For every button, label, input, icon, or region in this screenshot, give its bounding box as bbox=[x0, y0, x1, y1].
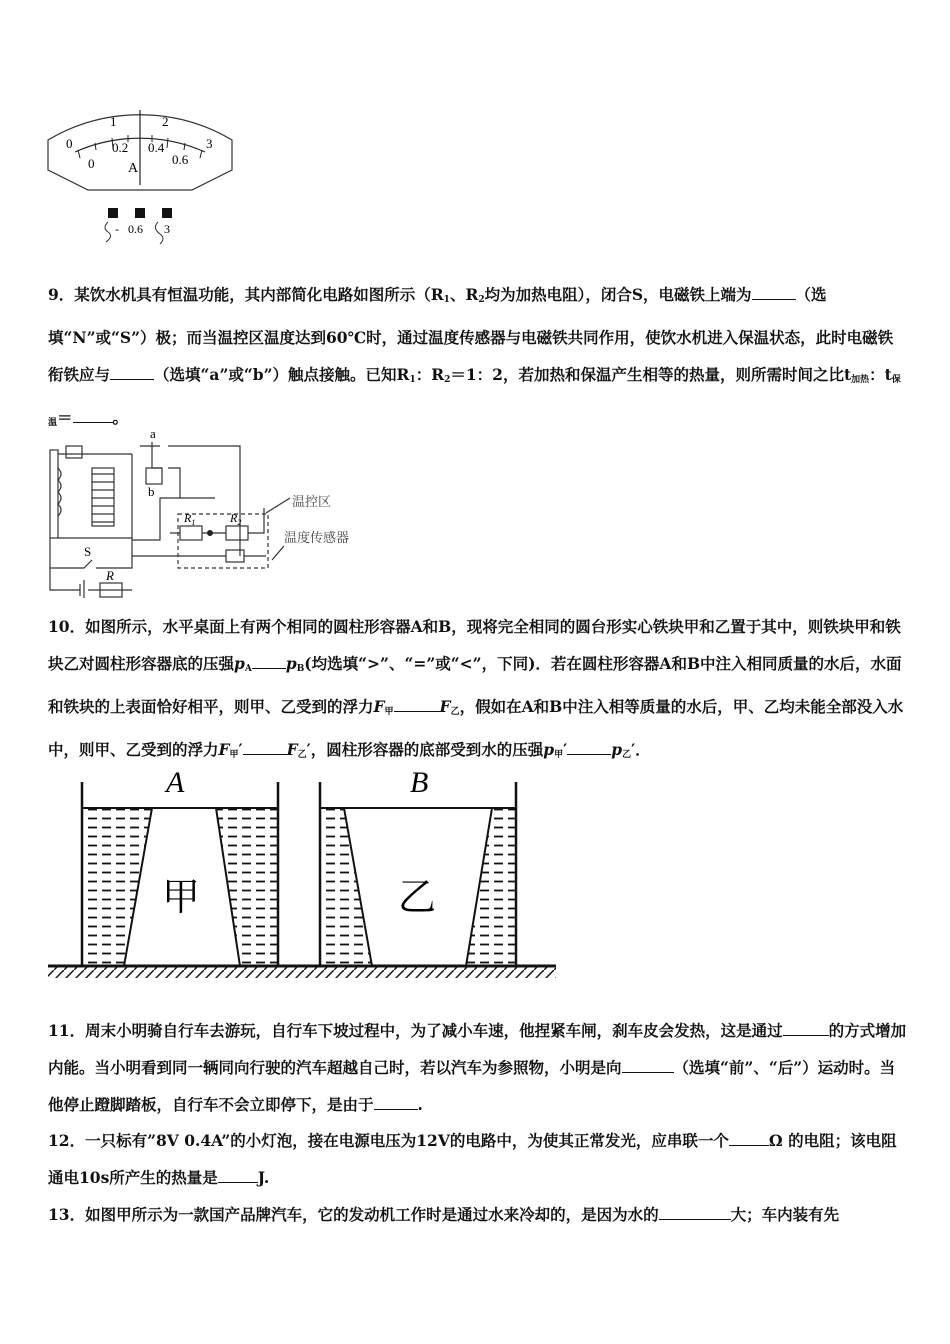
terminal-06: 0.6 bbox=[128, 222, 143, 236]
answer-blank[interactable] bbox=[622, 1056, 674, 1073]
scale-top-1: 1 bbox=[110, 114, 117, 129]
ammeter-figure bbox=[40, 100, 240, 250]
answer-blank[interactable] bbox=[243, 738, 287, 755]
block-yi-label: 乙 bbox=[398, 875, 437, 919]
answer-blank[interactable] bbox=[752, 283, 796, 300]
answer-blank[interactable] bbox=[110, 363, 154, 380]
scale-top-3: 3 bbox=[206, 136, 213, 151]
question-9: 9．某饮水机具有恒温功能，其内部简化电路如图所示（$R_1$、$R_2$均为加热电阻），闭合S，电磁铁上端为 （选填“N”或“S”）极；而当温控区温度达到60℃时，通过温度传感器与电磁铁共同作用，使饮水机进入保温状态，此时电磁铁衔铁应与 （选填“a”或“b”）触点接触。已知$R_1$：$R_2=1$：2，若加热和保温产生相等的热量，则所需时间之比$t_{加热}$：$t_{保温}=$ 。 bbox=[48, 285, 901, 428]
answer-blank[interactable] bbox=[252, 652, 286, 669]
scale-bottom-2: 0.4 bbox=[148, 140, 165, 155]
question-10: 10．如图所示，水平桌面上有两个相同的圆柱形容器A和B，现将完全相同的圆台形实心铁块甲和乙置于其中，则铁块甲和铁块乙对圆柱形容器底的压强$p_A$ $p_B$(均选填“>”、“=”或“<”，下同)．若在圆柱形容器A和B中注入相同质量的水后，水面和铁块的上表面恰好相平，则甲、乙受到的浮力$F_甲$ $F_乙$，假如在A和B中注入相等质量的水后，甲、乙均未能全部没入水中，则甲、乙受到的浮力$F_甲'$ $F_乙'$，圆柱形容器的底部受到水的压强$p_甲'$ $p_乙'$． bbox=[48, 617, 904, 760]
label-r2: $R_2$ bbox=[230, 511, 242, 527]
label-a: a bbox=[150, 428, 156, 441]
containers-figure bbox=[44, 760, 564, 990]
scale-top-0: 0 bbox=[66, 136, 73, 151]
answer-blank[interactable] bbox=[659, 1203, 731, 1220]
ammeter-unit: A bbox=[128, 161, 139, 176]
label-sensor: 温度传感器 bbox=[284, 531, 350, 546]
answer-blank[interactable] bbox=[218, 1166, 258, 1183]
block-jia-label: 甲 bbox=[162, 875, 201, 919]
answer-blank[interactable] bbox=[73, 406, 113, 423]
question-11: 11．周末小明骑自行车去游玩，自行车下坡过程中，为了减小车速，他捏紧车闸，刹车皮会发热，这是通过 的方式增加内能。当小明看到同一辆同向行驶的汽车超越自己时，若以汽车为参照物，小明是向 （选填“前”、“后”）运动时。当他停止蹬脚踏板，自行车不会立即停下，是由于 . bbox=[48, 1021, 907, 1114]
scale-bottom-0: 0 bbox=[88, 156, 95, 171]
question-13: 13．如图甲所示为一款国产品牌汽车，它的发动机工作时是通过水来冷却的，是因为水的 大；车内装有先 bbox=[48, 1205, 840, 1224]
scale-bottom-1: 0.2 bbox=[112, 140, 129, 155]
label-zone: 温控区 bbox=[292, 495, 332, 510]
label-s: S bbox=[84, 544, 92, 559]
label-b: b bbox=[148, 484, 155, 499]
answer-blank[interactable] bbox=[783, 1019, 829, 1036]
terminal-3: 3 bbox=[164, 222, 170, 236]
answer-blank[interactable] bbox=[729, 1129, 769, 1146]
question-12: 12．一只标有”8V 0.4A”的小灯泡，接在电源电压为12V的电路中，为使其正常发光，应串联一个 Ω 的电阻；该电阻通电10s所产生的热量是 J. bbox=[48, 1131, 897, 1187]
scale-top-2: 2 bbox=[162, 114, 169, 129]
container-b-label: B bbox=[410, 766, 429, 799]
terminal-neg: - bbox=[115, 222, 119, 236]
label-r: R bbox=[106, 568, 114, 583]
scale-bottom-3: 0.6 bbox=[172, 152, 189, 167]
circuit-figure bbox=[40, 428, 380, 598]
answer-blank[interactable] bbox=[374, 1093, 418, 1110]
label-r1: $R_1$ bbox=[184, 511, 196, 527]
answer-blank[interactable] bbox=[567, 738, 611, 755]
container-a-label: A bbox=[166, 766, 185, 799]
answer-blank[interactable] bbox=[394, 695, 440, 712]
